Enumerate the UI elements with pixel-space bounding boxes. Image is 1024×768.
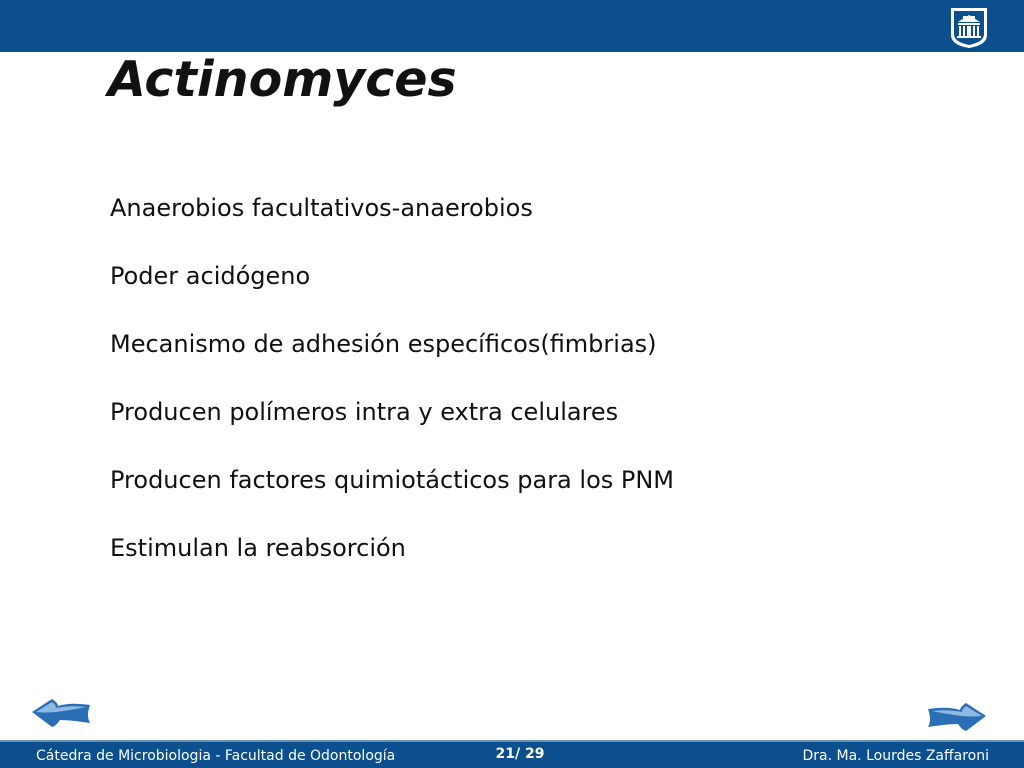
bullet-item: Poder acidógeno bbox=[110, 262, 311, 290]
bullet-item: Anaerobios facultativos-anaerobios bbox=[110, 194, 533, 222]
university-building-icon bbox=[948, 5, 990, 49]
slide-title: Actinomyces bbox=[108, 51, 457, 108]
bullet-item: Producen polímeros intra y extra celulares bbox=[110, 398, 619, 426]
bullet-item: Estimulan la reabsorción bbox=[110, 534, 406, 562]
bullet-item: Producen factores quimiotácticos para los PNM bbox=[110, 466, 675, 494]
footer-department: Cátedra de Microbiologia - Facultad de Odontología bbox=[36, 748, 396, 764]
header-bar bbox=[0, 0, 1024, 52]
arrow-right-icon[interactable] bbox=[926, 700, 988, 734]
footer-author: Dra. Ma. Lourdes Zaffaroni bbox=[802, 748, 989, 764]
page-number: 21/ 29 bbox=[495, 746, 545, 762]
bullet-item: Mecanismo de adhesión específicos(fimbrias) bbox=[110, 330, 657, 358]
arrow-left-icon[interactable] bbox=[30, 696, 92, 730]
